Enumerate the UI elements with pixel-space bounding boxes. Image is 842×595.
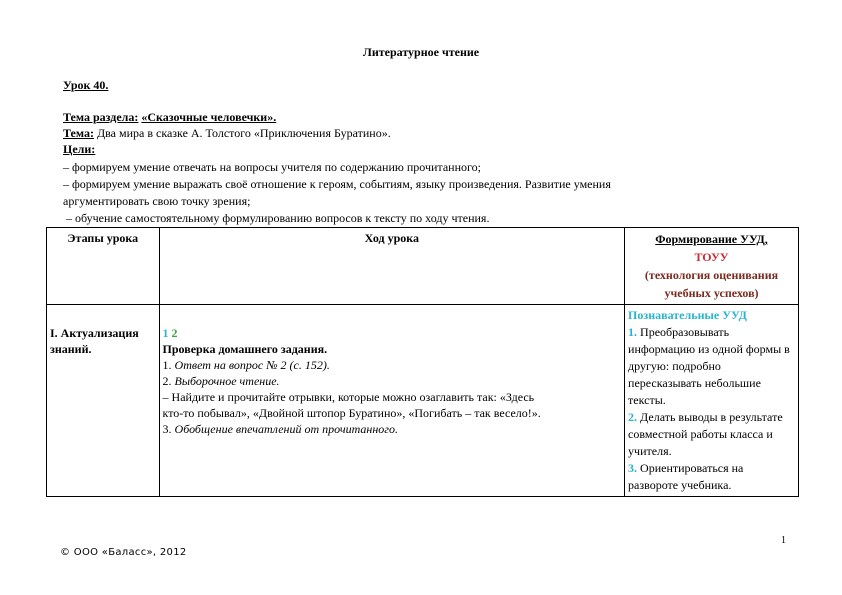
header-course: Ход урока [159, 228, 625, 305]
uud-item-2-line3: учителя. [628, 444, 672, 458]
course-item-1: 1. Ответ на вопрос № 2 (с. 152). [162, 358, 330, 372]
uud-cell [625, 305, 799, 497]
course-heading: Проверка домашнего задания. [162, 342, 328, 356]
footer-copyright: © ООО «Баласс», 2012 [60, 547, 187, 558]
uud-item-2-line2: совместной работы класса и [628, 427, 773, 441]
uud-item-1-line2: информацию из одной формы в [628, 342, 790, 356]
course-item-2-question-line2: кто-то побывал», «Двойной штопор Буратино», «Погибать – так весело!». [162, 406, 541, 420]
header-uud-line3: (технология оценивания [644, 268, 779, 282]
header-uud-line1: Формирование УУД, [655, 232, 768, 246]
course-item-3: 3. Обобщение впечатлений от прочитанного. [162, 422, 398, 436]
theme-section-label: Тема раздела: [63, 110, 139, 124]
uud-title: Познавательные УУД [628, 308, 747, 322]
theme-label: Тема: [63, 126, 94, 140]
goal-3: – обучение самостоятельному формулированию вопросов к тексту по ходу чтения. [63, 211, 490, 225]
header-stages: Этапы урока [47, 228, 160, 305]
lesson-table [46, 227, 799, 497]
theme [63, 126, 391, 141]
goal-2: – формируем умение выражать своё отношение к героям, событиям, языку произведения. Развитие умения [63, 177, 611, 191]
goal-1: – формируем умение отвечать на вопросы учителя по содержанию прочитанного; [63, 160, 481, 174]
step-number-1: 1 [162, 326, 169, 340]
theme-section [63, 110, 276, 125]
uud-item-3: 3. Ориентироваться на [628, 461, 744, 475]
theme-value: Два мира в сказке А. Толстого «Приключения Буратино». [96, 126, 391, 140]
stage-line1: I. Актуализация [50, 326, 139, 340]
header-uud [625, 228, 799, 305]
table-header-row [47, 228, 799, 305]
uud-item-2: 2. Делать выводы в результате [628, 410, 783, 424]
stage-line2: знаний. [50, 342, 92, 356]
uud-item-1-line4: пересказывать небольшие [628, 376, 761, 390]
goal-2-cont: аргументировать свою точку зрения; [63, 194, 251, 208]
course-item-2: 2. Выборочное чтение. [162, 374, 280, 388]
uud-item-1-line5: тексты. [628, 393, 666, 407]
step-number-2: 2 [171, 326, 178, 340]
uud-item-3-line2: развороте учебника. [628, 478, 732, 492]
lesson-number: Урок 40. [63, 78, 109, 92]
course-item-2-question-line1: – Найдите и прочитайте отрывки, которые можно озаглавить так: «Здесь [162, 390, 535, 404]
uud-item-1: 1. Преобразовывать [628, 325, 730, 339]
page-title: Литературное чтение [362, 45, 480, 59]
header-uud-line2: ТОУУ [694, 250, 729, 264]
theme-section-value: «Сказочные человечки». [141, 110, 277, 124]
page-number: 1 [781, 535, 786, 546]
header-uud-line4: учебных успехов) [664, 286, 759, 300]
goals-label: Цели: [63, 142, 96, 156]
table-row [47, 305, 799, 497]
stage-cell [47, 305, 160, 497]
step-numbers [163, 325, 622, 341]
course-cell [159, 305, 625, 497]
uud-item-1-line3: другую: подробно [628, 359, 721, 373]
